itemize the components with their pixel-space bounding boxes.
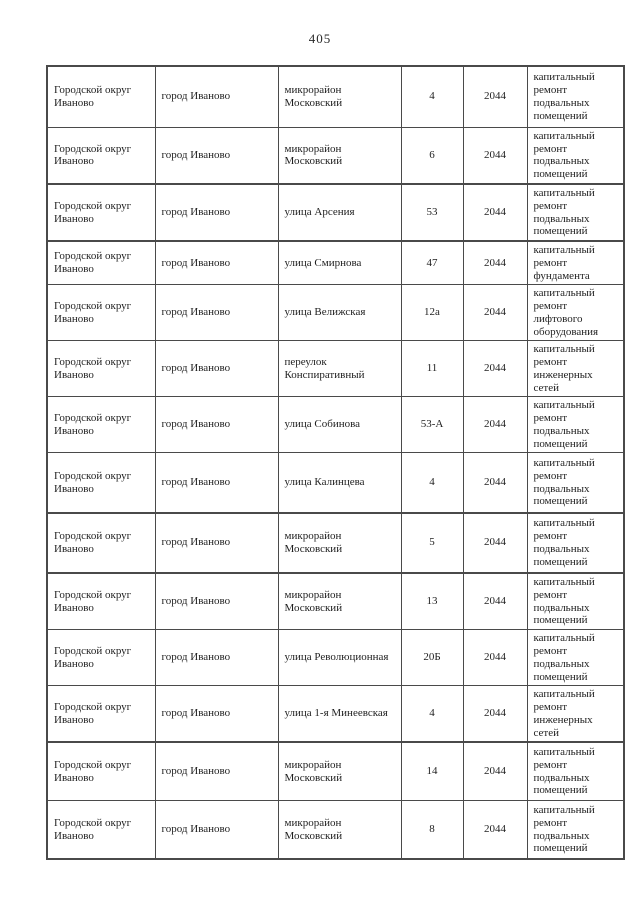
cell-year: 2044 — [463, 241, 527, 285]
cell-municipality: Городской округ Иваново — [47, 800, 155, 859]
cell-house-number: 4 — [401, 453, 463, 513]
cell-repair-type: капитальный ремонт инженерных сетей — [527, 686, 624, 743]
cell-year: 2044 — [463, 285, 527, 341]
table-row — [47, 742, 624, 800]
cell-city: город Иваново — [155, 800, 278, 859]
table-row — [47, 184, 624, 241]
cell-street: улица Велижская — [278, 285, 401, 341]
cell-year: 2044 — [463, 341, 527, 397]
cell-house-number: 53-А — [401, 397, 463, 453]
cell-municipality: Городской округ Иваново — [47, 66, 155, 127]
cell-street: переулок Конспиративный — [278, 341, 401, 397]
cell-year: 2044 — [463, 453, 527, 513]
table-row — [47, 453, 624, 513]
cell-repair-type: капитальный ремонт подвальных помещений — [527, 573, 624, 630]
cell-year: 2044 — [463, 397, 527, 453]
cell-city: город Иваново — [155, 573, 278, 630]
cell-city: город Иваново — [155, 686, 278, 743]
table-row — [47, 630, 624, 686]
cell-repair-type: капитальный ремонт подвальных помещений — [527, 397, 624, 453]
cell-municipality: Городской округ Иваново — [47, 686, 155, 743]
cell-city: город Иваново — [155, 397, 278, 453]
page-number: 405 — [308, 31, 332, 46]
cell-street: микрорайон Московский — [278, 573, 401, 630]
table-row — [47, 241, 624, 285]
cell-year: 2044 — [463, 66, 527, 127]
cell-year: 2044 — [463, 630, 527, 686]
cell-house-number: 5 — [401, 513, 463, 573]
cell-house-number: 14 — [401, 742, 463, 800]
cell-street: улица Революционная — [278, 630, 401, 686]
cell-municipality: Городской округ Иваново — [47, 127, 155, 184]
table-row — [47, 397, 624, 453]
cell-year: 2044 — [463, 184, 527, 241]
repair-table-body — [47, 66, 624, 859]
cell-repair-type: капитальный ремонт подвальных помещений — [527, 630, 624, 686]
table-row — [47, 800, 624, 859]
cell-repair-type: капитальный ремонт подвальных помещений — [527, 742, 624, 800]
cell-street: микрорайон Московский — [278, 742, 401, 800]
cell-municipality: Городской округ Иваново — [47, 513, 155, 573]
cell-house-number: 13 — [401, 573, 463, 630]
cell-municipality: Городской округ Иваново — [47, 630, 155, 686]
cell-city: город Иваново — [155, 630, 278, 686]
cell-city: город Иваново — [155, 341, 278, 397]
cell-municipality: Городской округ Иваново — [47, 453, 155, 513]
cell-municipality: Городской округ Иваново — [47, 573, 155, 630]
cell-street: микрорайон Московский — [278, 800, 401, 859]
repair-schedule-table — [46, 65, 625, 860]
cell-year: 2044 — [463, 686, 527, 743]
cell-repair-type: капитальный ремонт подвальных помещений — [527, 184, 624, 241]
cell-municipality: Городской округ Иваново — [47, 241, 155, 285]
table-row — [47, 285, 624, 341]
cell-repair-type: капитальный ремонт подвальных помещений — [527, 800, 624, 859]
table-row — [47, 127, 624, 184]
cell-street: микрорайон Московский — [278, 66, 401, 127]
cell-city: город Иваново — [155, 513, 278, 573]
cell-municipality: Городской округ Иваново — [47, 184, 155, 241]
table-row — [47, 341, 624, 397]
cell-house-number: 53 — [401, 184, 463, 241]
cell-municipality: Городской округ Иваново — [47, 341, 155, 397]
table-row — [47, 513, 624, 573]
cell-repair-type: капитальный ремонт подвальных помещений — [527, 127, 624, 184]
cell-house-number: 20Б — [401, 630, 463, 686]
cell-municipality: Городской округ Иваново — [47, 285, 155, 341]
cell-street: улица Арсения — [278, 184, 401, 241]
cell-city: город Иваново — [155, 285, 278, 341]
cell-street: улица Смирнова — [278, 241, 401, 285]
cell-city: город Иваново — [155, 453, 278, 513]
cell-year: 2044 — [463, 573, 527, 630]
cell-street: микрорайон Московский — [278, 513, 401, 573]
cell-year: 2044 — [463, 513, 527, 573]
cell-house-number: 12а — [401, 285, 463, 341]
cell-street: микрорайон Московский — [278, 127, 401, 184]
cell-house-number: 47 — [401, 241, 463, 285]
cell-house-number: 8 — [401, 800, 463, 859]
cell-city: город Иваново — [155, 127, 278, 184]
cell-house-number: 11 — [401, 341, 463, 397]
cell-house-number: 6 — [401, 127, 463, 184]
cell-repair-type: капитальный ремонт подвальных помещений — [527, 66, 624, 127]
cell-street: улица Калинцева — [278, 453, 401, 513]
cell-year: 2044 — [463, 742, 527, 800]
cell-city: город Иваново — [155, 66, 278, 127]
cell-city: город Иваново — [155, 742, 278, 800]
cell-year: 2044 — [463, 127, 527, 184]
cell-municipality: Городской округ Иваново — [47, 742, 155, 800]
cell-repair-type: капитальный ремонт лифтового оборудования — [527, 285, 624, 341]
cell-street: улица Собинова — [278, 397, 401, 453]
table-row — [47, 573, 624, 630]
cell-house-number: 4 — [401, 686, 463, 743]
cell-municipality: Городской округ Иваново — [47, 397, 155, 453]
cell-house-number: 4 — [401, 66, 463, 127]
cell-repair-type: капитальный ремонт инженерных сетей — [527, 341, 624, 397]
cell-repair-type: капитальный ремонт подвальных помещений — [527, 453, 624, 513]
cell-city: город Иваново — [155, 241, 278, 285]
table-row — [47, 686, 624, 743]
cell-street: улица 1-я Минеевская — [278, 686, 401, 743]
table-row — [47, 66, 624, 127]
cell-city: город Иваново — [155, 184, 278, 241]
cell-repair-type: капитальный ремонт подвальных помещений — [527, 513, 624, 573]
cell-year: 2044 — [463, 800, 527, 859]
cell-repair-type: капитальный ремонт фундамента — [527, 241, 624, 285]
